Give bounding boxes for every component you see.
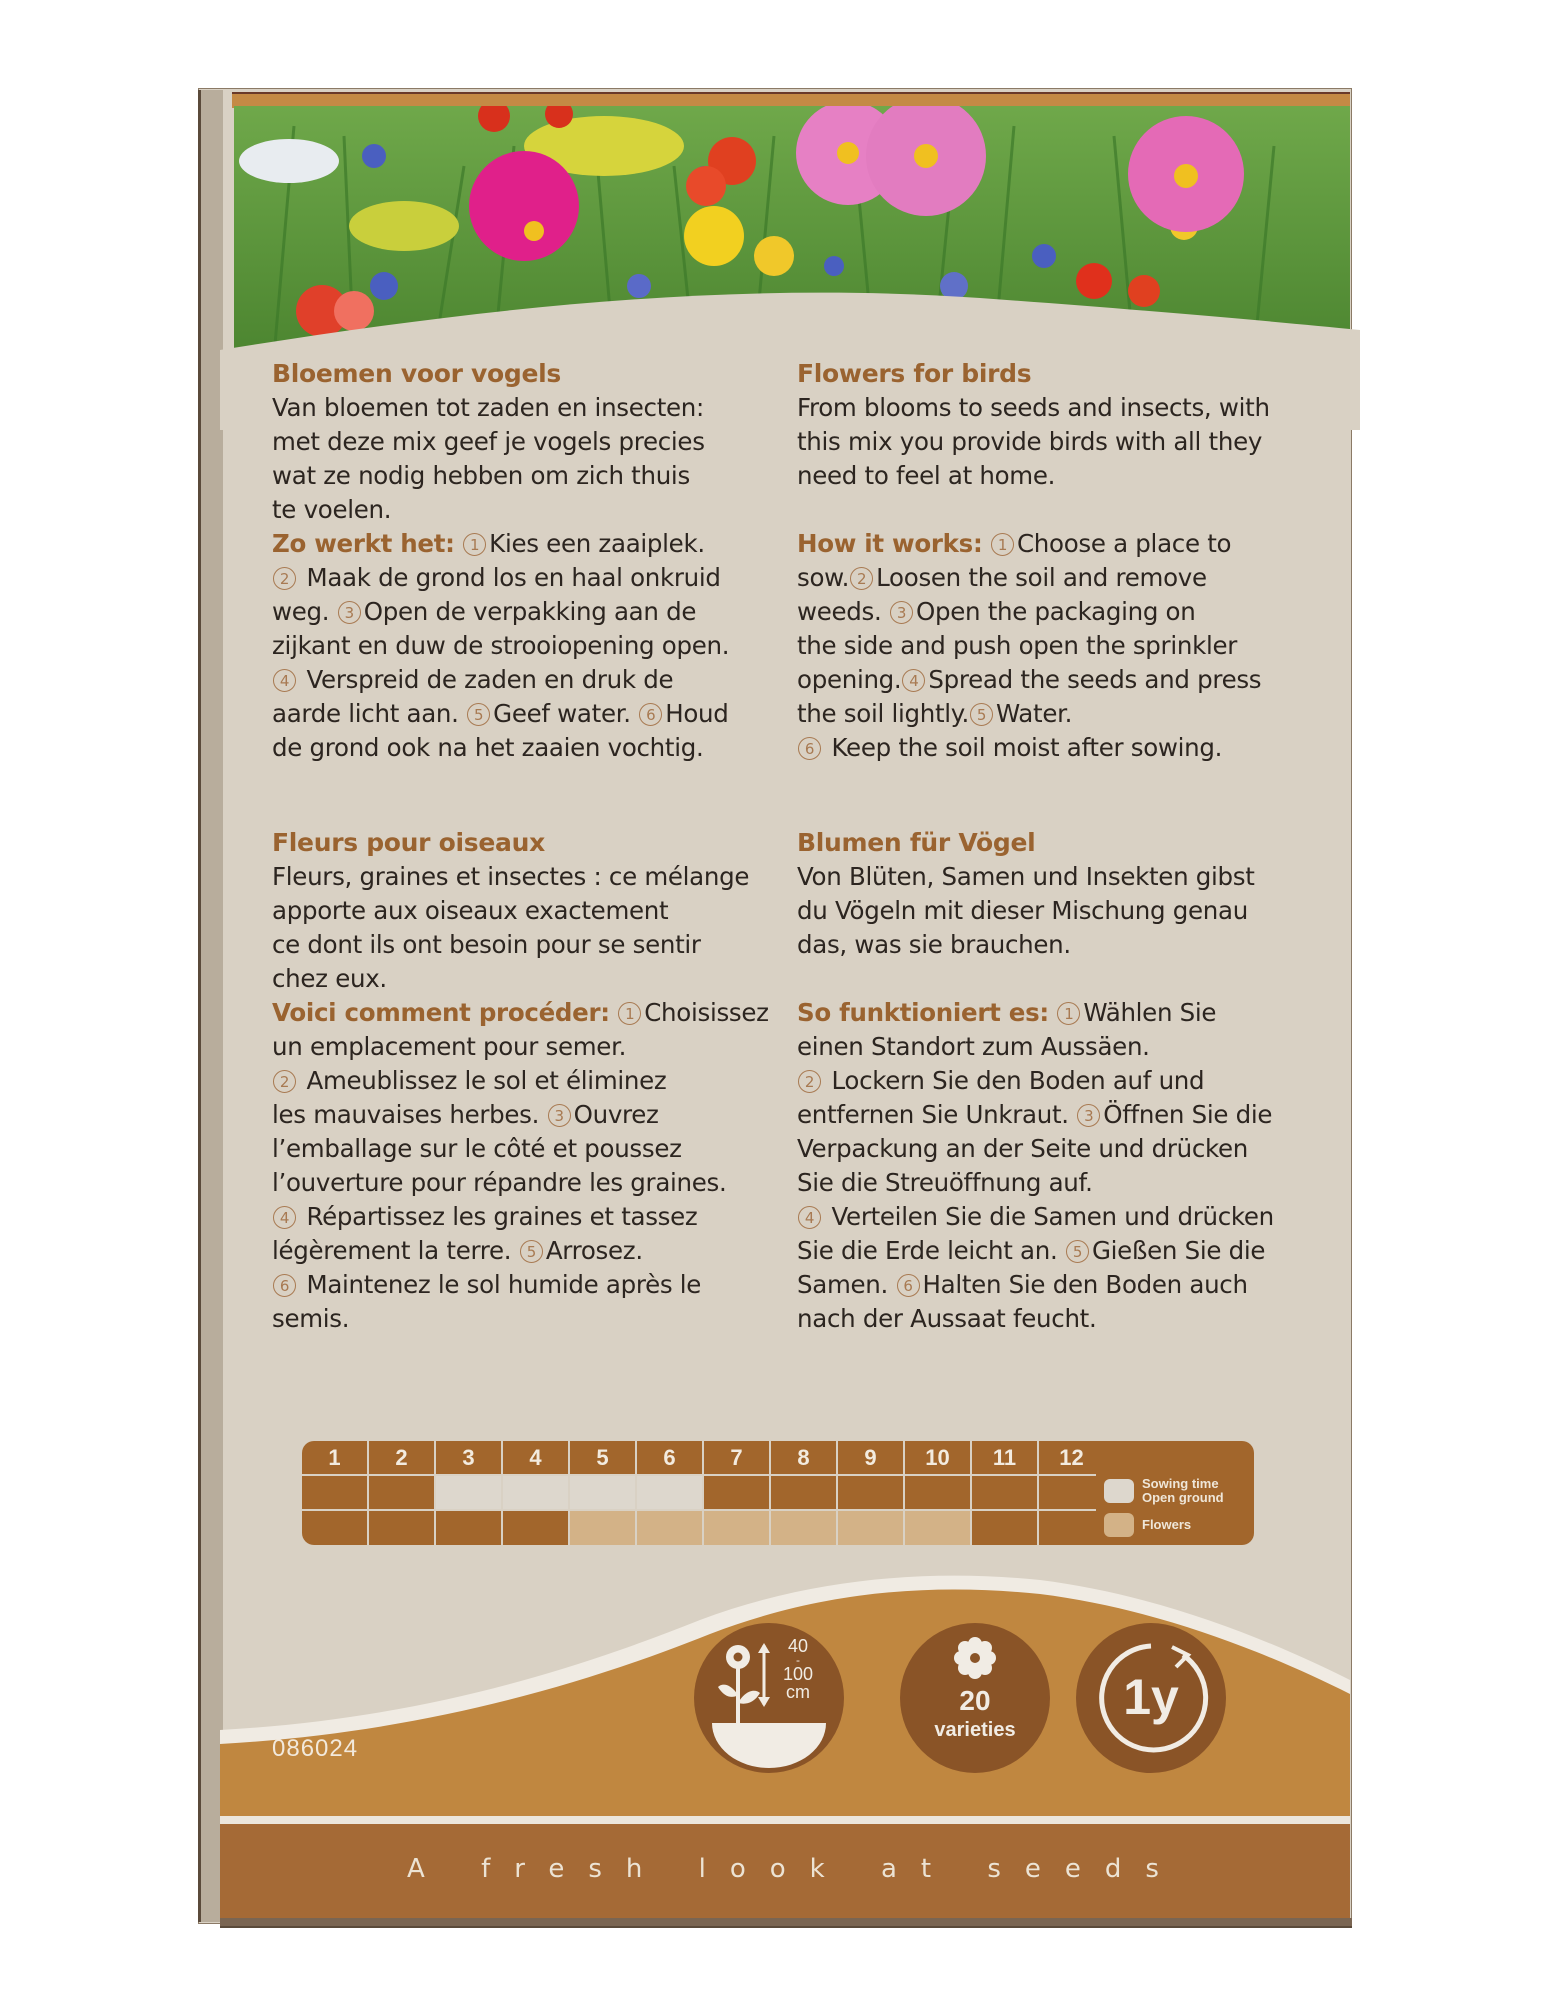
month-header: 3 [436, 1441, 501, 1474]
step-number-icon: 5 [467, 703, 490, 726]
step-number-icon: 6 [798, 737, 821, 760]
month-header: 12 [1039, 1441, 1104, 1474]
step-number-icon: 4 [798, 1206, 821, 1229]
sowing-cell [570, 1476, 635, 1509]
english-title: Flowers for birds [797, 359, 1032, 388]
month-header: 7 [704, 1441, 769, 1474]
flowers-cell [771, 1511, 836, 1545]
sowing-cell [838, 1476, 903, 1509]
german-how-label: So funktioniert es: [797, 998, 1049, 1027]
step-number-icon: 3 [548, 1104, 571, 1127]
footer-band [220, 1824, 1350, 1920]
varieties-badge: 20 varieties [900, 1623, 1050, 1773]
pink-cosmos-flower [469, 151, 579, 261]
flowers-cell [503, 1511, 568, 1545]
dutch-intro: Van bloemen tot zaden en insecten: met deze mix geef je vogels precies wat ze nodig hebben om zich thuis te voelen. [272, 393, 705, 524]
brand-tagline: A fresh look at seeds [407, 1854, 1183, 1884]
sowing-cell [637, 1476, 702, 1509]
flowers-cell [570, 1511, 635, 1545]
sowing-cell [771, 1476, 836, 1509]
step-number-icon: 6 [639, 703, 662, 726]
month-header: 11 [972, 1441, 1037, 1474]
german-steps: So funktioniert es: 1 Wählen Sie einen Standort zum Aussäen. 2 Lockern Sie den Boden auf und entfernen Sie Unkraut. 3 Öffnen Sie die Verpackung an der Seite und drücken Sie die Streuöffnung auf. 4 Verteilen Sie die Samen und drücken Sie die Erde leicht an. 5 Gießen Sie die Samen. 6 Halten Sie den Boden auch nach der Aussaat feucht. [797, 998, 1274, 1333]
month-header: 5 [570, 1441, 635, 1474]
step-number-icon: 4 [273, 669, 296, 692]
legend-flowers: Flowers [1104, 1513, 1191, 1537]
height-badge: 40 - 100 cm [694, 1623, 844, 1773]
sowing-cell [905, 1476, 970, 1509]
flowers-cell [704, 1511, 769, 1545]
box-bottom-rim [220, 1918, 1352, 1928]
dutch-steps: Zo werkt het: 1 Kies een zaaiplek. 2 Maak de grond los en haal onkruid weg. 3 Open de verpakking aan de zijkant en duw de strooiopening open. 4 Verspreid de zaden en druk de aarde licht aan. 5 Geef water. 6 Houd de grond ook na het zaaien vochtig. [272, 529, 730, 762]
flowers-cell [838, 1511, 903, 1545]
calendar-legend [1096, 1441, 1254, 1545]
month-header: 4 [503, 1441, 568, 1474]
step-number-icon: 1 [991, 533, 1014, 556]
month-header: 9 [838, 1441, 903, 1474]
step-number-icon: 1 [618, 1002, 641, 1025]
flowers-cell [905, 1511, 970, 1545]
product-code: 086024 [272, 1735, 359, 1762]
step-number-icon: 1 [1057, 1002, 1080, 1025]
step-number-icon: 1 [463, 533, 486, 556]
french-steps: Voici comment procéder: 1 Choisissez un emplacement pour semer. 2 Ameublissez le sol et éliminez les mauvaises herbes. 3 Ouvrez l’emballage sur le côté et poussez l’ouverture pour répandre les graines. 4 Répartissez les graines et tassez légèrement la terre. 5 Arrosez. 6 Maintenez le sol humide après le semis. [272, 998, 769, 1333]
step-number-icon: 5 [970, 703, 993, 726]
month-header: 1 [302, 1441, 367, 1474]
flowers-cell [369, 1511, 434, 1545]
sowing-calendar [302, 1441, 1252, 1545]
flowers-cell [637, 1511, 702, 1545]
white-stripe [220, 1816, 1350, 1824]
flowers-cell [302, 1511, 367, 1545]
lifespan-badge: 1y [1076, 1623, 1226, 1773]
sowing-cell [302, 1476, 367, 1509]
flowers-cell [1039, 1511, 1104, 1545]
step-number-icon: 6 [273, 1274, 296, 1297]
english-steps: How it works: 1 Choose a place to sow. 2 Loosen the soil and remove weeds. 3 Open the packaging on the side and push open the sprinkler opening. 4 Spread the seeds and press the soil lightly. 5 Water. 6 Keep the soil moist after sowing. [797, 529, 1262, 762]
month-header: 8 [771, 1441, 836, 1474]
english-how-label: How it works: [797, 529, 983, 558]
sowing-cell [503, 1476, 568, 1509]
flowers-cell [972, 1511, 1037, 1545]
step-number-icon: 6 [897, 1274, 920, 1297]
step-number-icon: 2 [273, 1070, 296, 1093]
sowing-cell [1039, 1476, 1104, 1509]
step-number-icon: 4 [902, 669, 925, 692]
german-title: Blumen für Vögel [797, 828, 1036, 857]
dutch-how-label: Zo werkt het: [272, 529, 455, 558]
sowing-cell [704, 1476, 769, 1509]
step-number-icon: 3 [338, 601, 361, 624]
legend-sowing: Sowing time Open ground [1104, 1477, 1224, 1505]
french-how-label: Voici comment procéder: [272, 998, 610, 1027]
sowing-swatch [1104, 1479, 1134, 1503]
flower-icon [950, 1633, 1000, 1683]
english-intro: From blooms to seeds and insects, with this mix you provide birds with all they need to feel at home. [797, 393, 1270, 490]
step-number-icon: 3 [890, 601, 913, 624]
flowers-cell [436, 1511, 501, 1545]
flower-height-icon [694, 1623, 844, 1773]
month-header: 10 [905, 1441, 970, 1474]
step-number-icon: 2 [798, 1070, 821, 1093]
french-title: Fleurs pour oiseaux [272, 828, 545, 857]
step-number-icon: 2 [850, 567, 873, 590]
english-section [797, 357, 1297, 765]
french-section [272, 826, 772, 1336]
pink-cosmos-flower [1128, 116, 1244, 232]
sowing-cell [369, 1476, 434, 1509]
german-section [797, 826, 1297, 1336]
calendar-grid [302, 1441, 1104, 1545]
french-intro: Fleurs, graines et insectes : ce mélange apporte aux oiseaux exactement ce dont ils ont besoin pour se sentir chez eux. [272, 862, 750, 993]
month-header: 6 [637, 1441, 702, 1474]
step-number-icon: 5 [1066, 1240, 1089, 1263]
step-number-icon: 5 [520, 1240, 543, 1263]
step-number-icon: 3 [1077, 1104, 1100, 1127]
step-number-icon: 4 [273, 1206, 296, 1229]
step-number-icon: 2 [273, 567, 296, 590]
month-header: 2 [369, 1441, 434, 1474]
flowers-swatch [1104, 1513, 1134, 1537]
sowing-cell [436, 1476, 501, 1509]
sowing-cell [972, 1476, 1037, 1509]
dutch-section [272, 357, 772, 765]
dutch-title: Bloemen voor vogels [272, 359, 562, 388]
german-intro: Von Blüten, Samen und Insekten gibst du Vögeln mit dieser Mischung genau das, was sie brauchen. [797, 862, 1255, 959]
